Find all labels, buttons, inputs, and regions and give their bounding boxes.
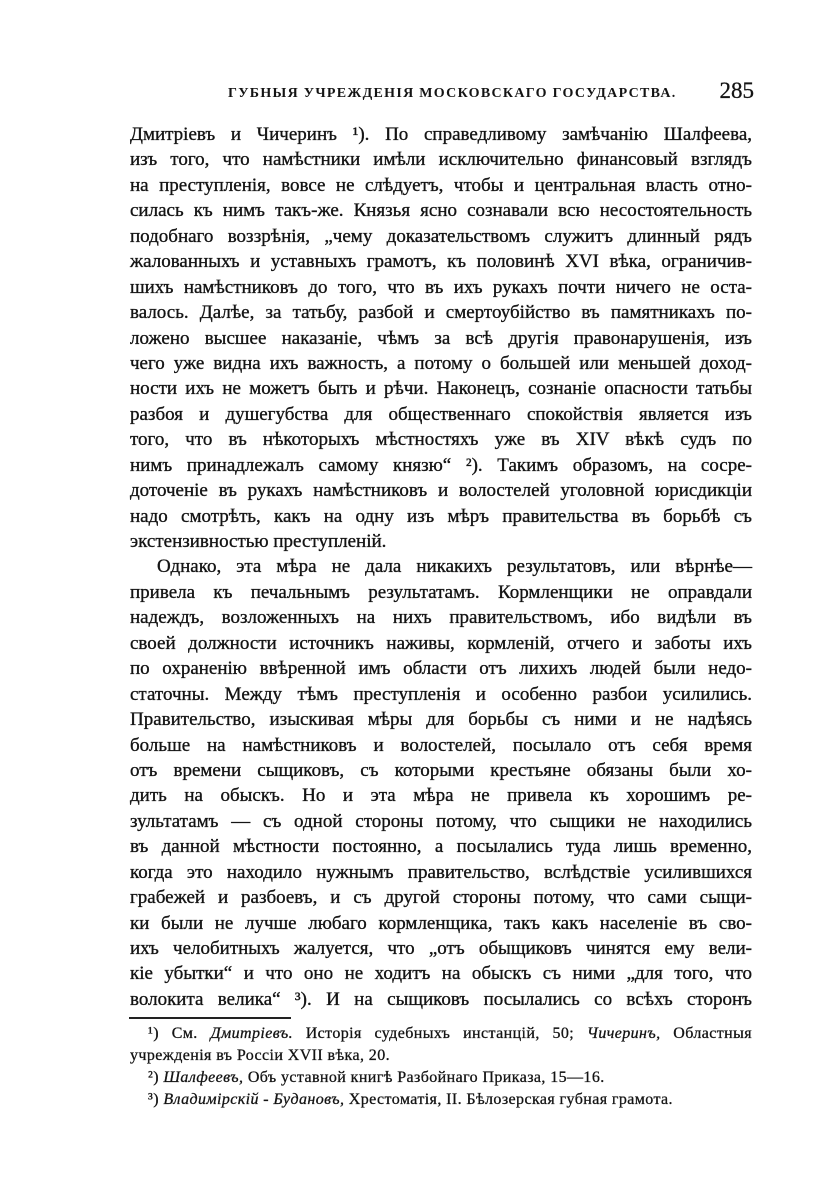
text-line: привела къ печальнымъ результатамъ. Кормленщики не оправдали	[130, 581, 752, 603]
text-line: надеждъ, возложенныхъ на нихъ правительствомъ, ибо видѣли въ	[130, 607, 752, 629]
text-line: силась къ нимъ такъ-же. Князья ясно сознавали всю несостоятельность	[130, 200, 752, 222]
text-line: ности ихъ не можетъ быть и рѣчи. Наконецъ, сознаніе опасности татьбы	[130, 378, 752, 400]
footnote	[130, 1067, 752, 1089]
text-line: того, что въ нѣкоторыхъ мѣстностяхъ уже въ XIV вѣкѣ судъ по	[130, 429, 752, 451]
text-line: изъ того, что намѣстники имѣли исключительно финансовый взглядъ	[130, 149, 752, 171]
footnote-line	[130, 1023, 752, 1045]
text-line: больше на намѣстниковъ и волостелей, посылало отъ себя время	[130, 734, 752, 756]
text-line: Однако, эта мѣра не дала никакихъ результатовъ, или вѣрнѣе—	[157, 556, 752, 578]
text-line: грабежей и разбоевъ, и съ другой стороны потому, что сами сыщи-	[130, 887, 752, 909]
body-text	[130, 122, 752, 1012]
text-line: валось. Далѣе, за татьбу, разбой и смертоубійство въ памятникахъ по-	[130, 302, 752, 324]
footnote-author: Чичеринъ,	[586, 1025, 661, 1042]
text-line: доточеніе въ рукахъ намѣстниковъ и волостелей уголовной юрисдикціи	[130, 480, 752, 502]
text-line: по охраненію ввѣренной имъ области отъ лихихъ людей были недо-	[130, 658, 752, 680]
text-line: кіе убытки“ и что оно не ходитъ на обыскъ съ ними „для того, что	[130, 963, 752, 985]
text-line: Правительство, изыскивая мѣры для борьбы съ ними и не надѣясь	[130, 709, 752, 731]
paragraph	[130, 122, 752, 554]
footnote-divider	[129, 1017, 291, 1019]
text-line: статочны. Между тѣмъ преступленія и особенно разбои усилились.	[130, 683, 752, 705]
footnote-author: Дмитріевъ.	[210, 1025, 293, 1042]
footnote	[130, 1089, 752, 1111]
footnote-mark: ³)	[148, 1091, 159, 1108]
text-line: волокита велика“ ³). И на сыщиковъ посылались со всѣхъ сторонъ	[130, 988, 752, 1010]
text-line: въ данной мѣстности постоянно, а посылались туда лишь временно,	[130, 836, 752, 858]
text-line: разбоя и душегубства для общественнаго спокойствія является изъ	[130, 403, 752, 425]
page-number: 285	[719, 78, 754, 103]
footnote-line	[130, 1067, 752, 1089]
text-line: своей должности источникъ наживы, кормленій, отчего и заботы ихъ	[130, 632, 752, 654]
text-line: ихъ челобитныхъ жалуется, что „отъ обыщиковъ чинятся ему вели-	[130, 938, 752, 959]
text-line: когда это находило нужнымъ правительство, вслѣдствіе усилившихся	[130, 861, 752, 883]
text-line: надо смотрѣть, какъ на одну изъ мѣръ правительства въ борьбѣ съ	[130, 505, 752, 527]
footnote-author: Шалфеевъ,	[163, 1069, 244, 1086]
footnote-mark: ²)	[148, 1069, 159, 1086]
text-line: ки были не лучше любаго кормленщика, такъ какъ населеніе въ сво-	[130, 912, 752, 934]
text-line: подобнаго воззрѣнія, „чему доказательствомъ служитъ длинный рядъ	[130, 225, 752, 247]
text-line: нимъ принадлежалъ самому князю“ ²). Такимъ образомъ, на сосре-	[130, 454, 752, 476]
text-line: чего уже видна ихъ важность, а потому о большей или меньшей доход-	[130, 352, 752, 374]
footnote-line: учрежденія въ Россіи XVII вѣка, 20.	[130, 1047, 390, 1064]
footnote-mark: ¹)	[148, 1025, 159, 1042]
text-line: Дмитріевъ и Чичеринъ ¹). По справедливому замѣчанію Шалфеева,	[130, 124, 752, 145]
text-line: ложено высшее наказаніе, чѣмъ за всѣ другія правонарушенія, изъ	[130, 327, 752, 349]
text-line: жалованныхъ и уставныхъ грамотъ, къ половинѣ XVI вѣка, ограничив-	[130, 251, 752, 273]
text-line: экстензивностью преступленій.	[130, 531, 387, 552]
running-head: ГУБНЫЯ УЧРЕЖДЕНІЯ МОСКОВСКАГО ГОСУДАРСТВА.	[228, 86, 677, 101]
text-line: шихъ намѣстниковъ до того, что въ ихъ рукахъ почти ничего не оста-	[130, 276, 752, 298]
footnote-text: Хрестоматія, II. Бѣлозерская губная грамота.	[348, 1091, 673, 1108]
footnote	[130, 1023, 752, 1067]
footnote-text: Объ уставной книгѣ Разбойнаго Приказа, 15—16.	[247, 1069, 605, 1086]
footnotes	[130, 1023, 752, 1111]
text-line: зультатамъ — съ одной стороны потому, что сыщики не находились	[130, 810, 752, 832]
footnote-author: Владимірскій - Будановъ,	[163, 1091, 345, 1108]
footnote-line	[130, 1089, 752, 1111]
footnote-text: См.	[171, 1025, 198, 1042]
footnote-text: Исторія судебныхъ инстанцій, 50;	[305, 1025, 575, 1042]
text-line: дить на обыскъ. Но и эта мѣра не привела къ хорошимъ ре-	[130, 785, 752, 807]
footnote-text: Областныя	[673, 1025, 752, 1042]
text-line: на преступленія, вовсе не слѣдуетъ, чтобы и центральная власть отно-	[130, 174, 752, 196]
text-line: отъ времени сыщиковъ, съ которыми крестьяне обязаны были хо-	[130, 759, 752, 781]
paragraph	[130, 554, 752, 1012]
